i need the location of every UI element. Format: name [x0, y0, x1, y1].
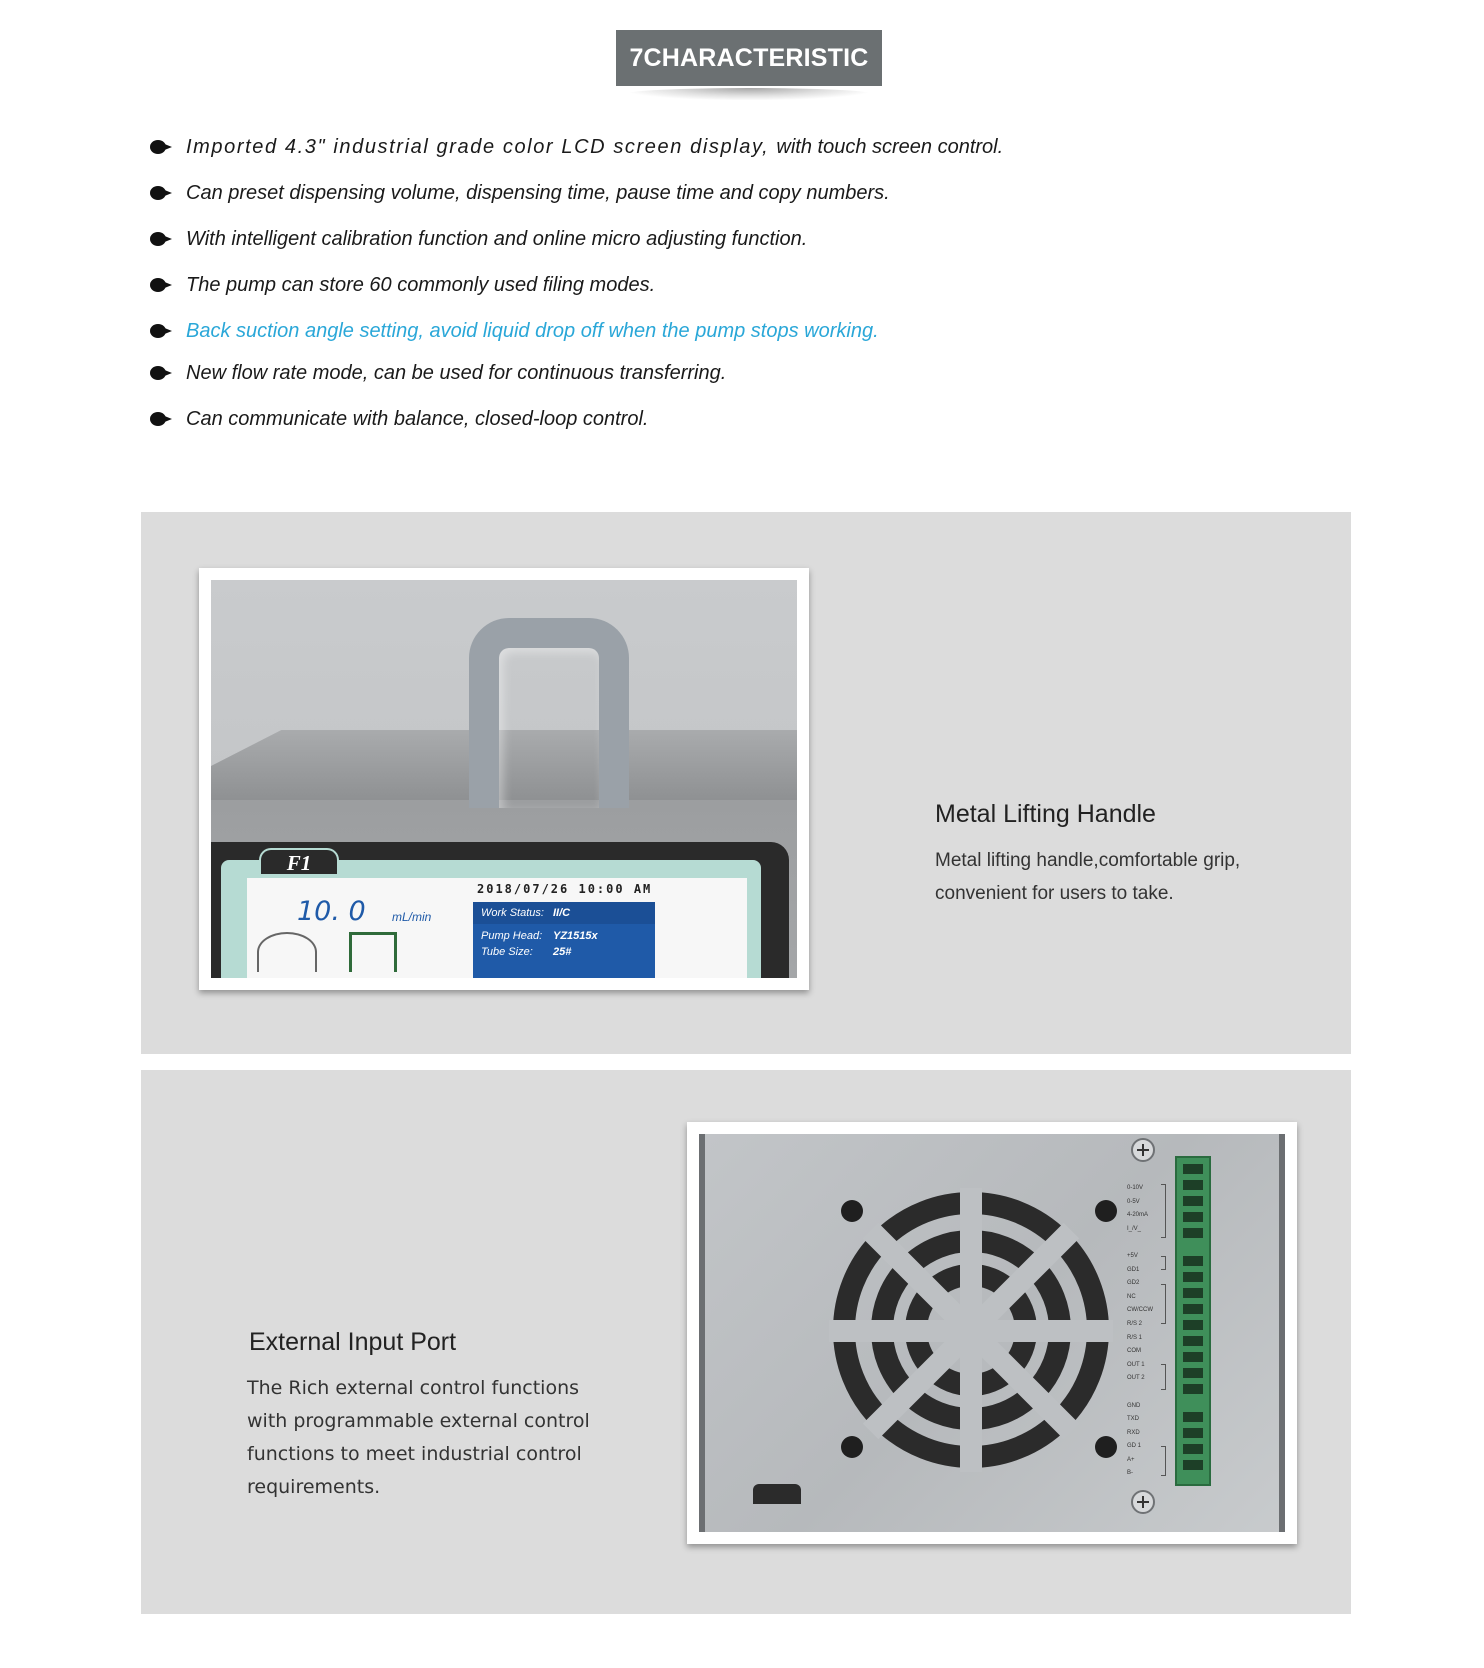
badge-shadow: [626, 88, 872, 100]
terminal-label: 0-10V: [1127, 1185, 1144, 1191]
terminal-label: NC: [1127, 1293, 1136, 1300]
feature-text: The pump can store 60 commonly used filing modes.: [186, 273, 656, 296]
bullet-icon: [150, 140, 172, 154]
port-desc-line: functions to meet industrial control: [247, 1443, 582, 1465]
lcd-info-panel: [473, 902, 655, 978]
terminal-label: 4-20mA: [1127, 1212, 1149, 1219]
pump-head-icon: [257, 932, 317, 972]
terminal-label: 0-5V: [1127, 1198, 1140, 1205]
list-item: [150, 358, 726, 388]
screw-hole: [841, 1200, 863, 1222]
terminal-pin: [1183, 1444, 1203, 1454]
terminal-label: CW/CCW: [1127, 1307, 1153, 1314]
feature-text: Can preset dispensing volume, dispensing time, pause time and copy numbers.: [186, 181, 890, 204]
feature-text: New flow rate mode, can be used for continuous transferring.: [186, 361, 727, 384]
terminal-label: OUT 1: [1127, 1361, 1145, 1368]
port-desc-line: requirements.: [247, 1476, 381, 1498]
screw-hole: [1095, 1436, 1117, 1458]
terminal-pin: [1183, 1460, 1203, 1470]
port-desc-line: The Rich external control functions: [247, 1377, 580, 1399]
terminal-pin: [1183, 1352, 1203, 1362]
port-desc-line: with programmable external control: [247, 1410, 590, 1432]
terminal-label: +5V: [1127, 1252, 1138, 1259]
port-title: External Input Port: [249, 1328, 457, 1356]
work-status-label: Work Status:: [481, 907, 544, 919]
feature-text: With intelligent calibration function and online micro adjusting function.: [186, 227, 808, 250]
terminal-pin: [1183, 1164, 1203, 1174]
handle-photo-frame: [199, 568, 809, 990]
label-bracket: [1161, 1446, 1166, 1476]
label-bracket: [1161, 1284, 1166, 1324]
terminal-pin: [1183, 1384, 1203, 1394]
list-item: [150, 224, 807, 254]
label-bracket: [1161, 1256, 1166, 1270]
terminal-label: COM: [1127, 1348, 1141, 1355]
terminal-label: B-: [1127, 1470, 1133, 1477]
terminal-label: I_/V_: [1127, 1225, 1142, 1232]
lcd-flow-value: 10. 0: [297, 896, 366, 927]
terminal-label: OUT 2: [1127, 1375, 1145, 1382]
section-title: 7CHARACTERISTIC: [616, 30, 882, 86]
screw-hole: [841, 1436, 863, 1458]
terminal-label: A+: [1127, 1456, 1135, 1463]
terminal-pin: [1183, 1320, 1203, 1330]
bullet-icon: [150, 278, 172, 292]
bullet-icon: [150, 232, 172, 246]
label-bracket: [1161, 1364, 1166, 1390]
terminal-label: RXD: [1127, 1429, 1140, 1436]
work-status-value: II/C: [553, 907, 571, 919]
handle-desc-line: Metal lifting handle,comfortable grip,: [935, 850, 1241, 871]
terminal-label: R/S 1: [1127, 1334, 1143, 1341]
bullet-icon: [150, 366, 172, 380]
terminal-pin: [1183, 1368, 1203, 1378]
bullet-icon: [150, 412, 172, 426]
terminal-block: [1175, 1156, 1211, 1486]
panel-edge: [1279, 1134, 1285, 1532]
lcd-screen: [247, 878, 747, 978]
pump-handle-image: [211, 580, 797, 978]
terminal-pin: [1183, 1272, 1203, 1282]
feature-text-accent: Back suction angle setting, avoid liquid drop off when the pump stops working.: [186, 319, 879, 342]
list-item: [150, 316, 879, 346]
terminal-pin: [1183, 1228, 1203, 1238]
terminal-pin: [1183, 1412, 1203, 1422]
lcd-tab-label: F1: [259, 848, 339, 874]
terminal-pin: [1183, 1256, 1203, 1266]
section-header: [616, 30, 882, 104]
bottom-connector: [753, 1484, 801, 1504]
port-description: [247, 1372, 590, 1504]
terminal-label: TXD: [1127, 1416, 1139, 1423]
terminal-pin: [1183, 1428, 1203, 1438]
screw-hole: [1095, 1200, 1117, 1222]
port-panel: [141, 1070, 1351, 1614]
feature-text: Can communicate with balance, closed-loop control.: [186, 407, 649, 430]
lcd-date: 2018/07/26 10:00 AM: [477, 882, 653, 896]
terminal-pin: [1183, 1180, 1203, 1190]
pump-head-label: Pump Head:: [481, 930, 543, 942]
label-bracket: [1161, 1184, 1166, 1238]
feature-text-extra: with touch screen control.: [776, 135, 1004, 158]
external-port-image: [699, 1134, 1285, 1532]
port-photo-frame: [687, 1122, 1297, 1544]
bullet-icon: [150, 186, 172, 200]
handle-title: Metal Lifting Handle: [935, 800, 1156, 828]
terminal-pin: [1183, 1304, 1203, 1314]
terminal-label: GD2: [1127, 1280, 1140, 1287]
terminal-label: R/S 2: [1127, 1320, 1143, 1327]
lcd-graphic-box: [349, 932, 397, 972]
metal-handle: [469, 618, 629, 808]
screw-icon: [1131, 1138, 1155, 1162]
handle-desc-line: convenient for users to take.: [935, 883, 1174, 904]
terminal-label: GND: [1127, 1402, 1141, 1409]
terminal-pin: [1183, 1336, 1203, 1346]
list-item: [150, 270, 655, 300]
terminal-label: GD1: [1127, 1266, 1140, 1273]
list-item: [150, 178, 890, 208]
tube-size-label: Tube Size:: [481, 946, 533, 958]
terminal-pin: [1183, 1212, 1203, 1222]
screw-icon: [1131, 1490, 1155, 1514]
panel-edge: [699, 1134, 705, 1532]
terminal-pin: [1183, 1196, 1203, 1206]
tube-size-value: 25#: [553, 946, 572, 958]
handle-description: [935, 844, 1240, 910]
lcd-flow-unit: mL/min: [392, 910, 432, 924]
terminal-label-gap: [1127, 1236, 1167, 1250]
terminal-label: GD 1: [1127, 1443, 1142, 1450]
pump-head-value: YZ1515x: [553, 930, 598, 942]
handle-panel: [141, 512, 1351, 1054]
list-item: [150, 404, 648, 434]
bullet-icon: [150, 324, 172, 338]
list-item: [150, 132, 1003, 162]
feature-text: Imported 4.3" industrial grade color LCD screen display,: [186, 135, 777, 158]
terminal-pin: [1183, 1288, 1203, 1298]
